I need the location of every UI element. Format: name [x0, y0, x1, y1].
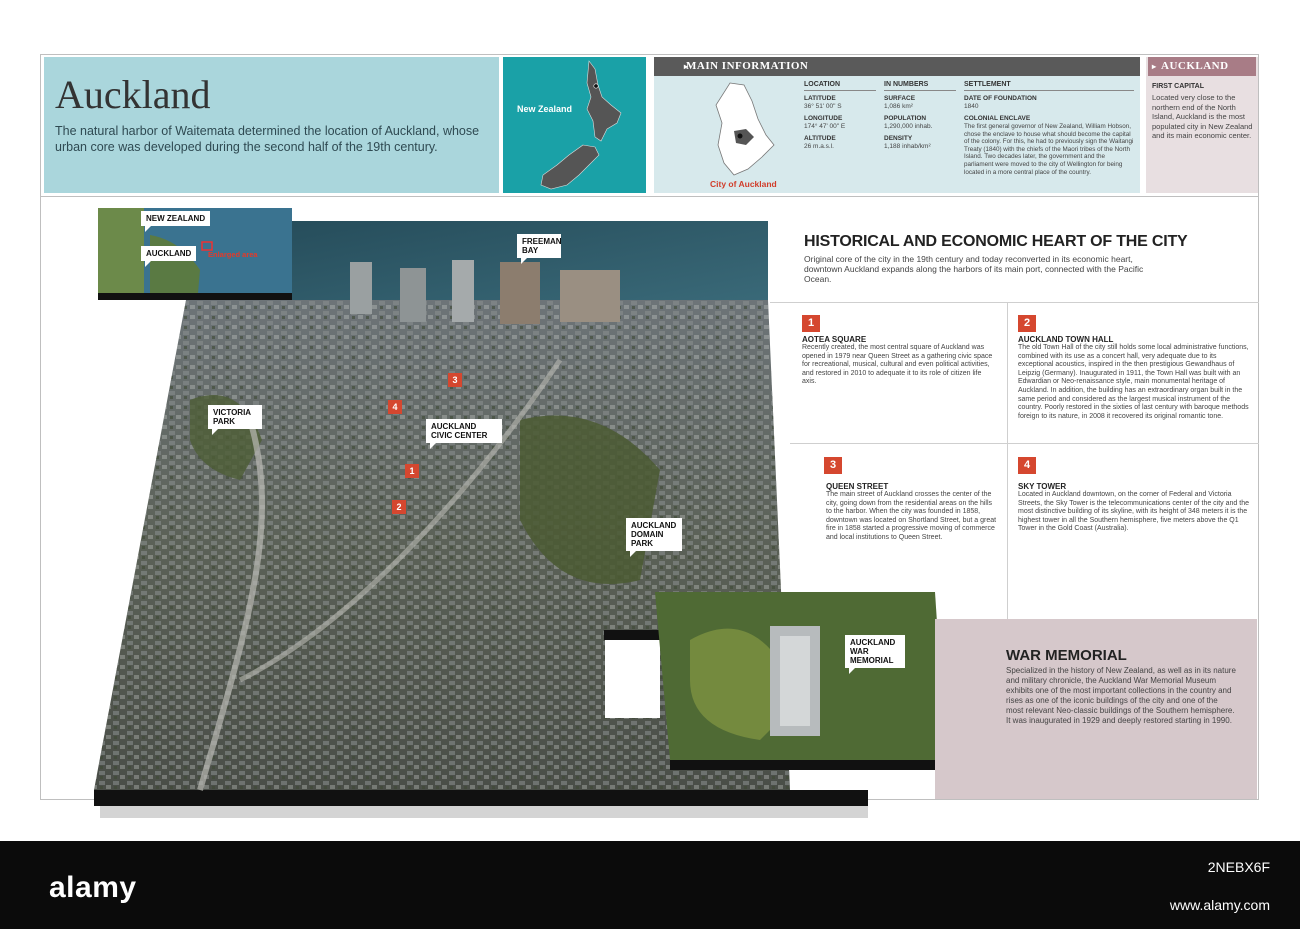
- map-label-civic-center: AUCKLAND CIVIC CENTER: [426, 419, 502, 443]
- watermark-bar: [0, 841, 1300, 929]
- enclave-label: COLONIAL ENCLAVE: [964, 115, 1031, 122]
- memorial-shadow-cut: [605, 632, 660, 718]
- enclave-text: The first general governor of New Zealand, William Hobson, chose the enclave to house what should become the capital of the colony. For this, he had to previously sign the Waitangi Treaty (1840) with the chiefs of the Maori tribes of the North Island. Two decades later, the government and the parliament were moved to the city of Wellington for being located in a more central place of the country.: [964, 123, 1134, 176]
- image-code: 2NEBX6F: [1207, 859, 1270, 875]
- map-marker-2: 2: [392, 500, 406, 514]
- item-title-town-hall: AUCKLAND TOWN HALL: [1018, 335, 1114, 344]
- item-number-1: 1: [802, 315, 820, 332]
- item-number-4: 4: [1018, 457, 1036, 474]
- map-marker-3: 3: [448, 373, 462, 387]
- memorial-building-roof: [780, 636, 810, 726]
- altitude-value: 26 m.a.s.l.: [804, 143, 834, 150]
- memorial-slab-edge: [604, 630, 660, 640]
- item-number-2: 2: [1018, 315, 1036, 332]
- item-title-aotea-square: AOTEA SQUARE: [802, 335, 867, 344]
- grid-divider: [770, 302, 1259, 303]
- surface-label: SURFACE: [884, 95, 916, 102]
- grid-divider: [790, 443, 1259, 444]
- map-label-victoria-park: VICTORIA PARK: [208, 405, 262, 429]
- war-memorial-text: Specialized in the history of New Zealand, as well as in its nature and military chronicle, the Auckland War Memorial Museum exhibits one of the most important collections in the country and rises as one of the iconic buildings of the city and one of the most relevant Neo-classic buildings of the Southern hemisphere. It was inaugurated in 1929 and deeply restored starting in 1990.: [1006, 666, 1236, 725]
- nz-map-label: New Zealand: [517, 104, 573, 114]
- memorial-inset-edge: [670, 760, 946, 770]
- item-title-queen-street: QUEEN STREET: [826, 482, 889, 491]
- item-text-town-hall: The old Town Hall of the city still holds some local administrative functions, combined with its use as a concert hall, very adequate due to its exceptional acoustics, inspired in the then prestigious Gewandhaus of Leipzig (Germany). Inaugurated in 1911, the Town Hall was built with an Edwardian or Neo-renaissance style, main monumental heritage of Auckland. In addition, the building has an extraordinary organ built in the same period and considered as the largest musical instrument of the country. Poorly restored in the sixties of last century with baroque methods foreign to its nature, in 2008 it recovered its original romantic tone.: [1018, 344, 1249, 420]
- altitude-label: ALTITUDE: [804, 135, 836, 142]
- map-label-enlarged-area: Enlarged area: [208, 250, 258, 259]
- map-label-auckland: AUCKLAND: [141, 246, 196, 261]
- item-text-aotea-square: Recently created, the most central square of Auckland was opened in 1979 near Queen Street as a gathering civic space for recreational, musical, cultural and even political activities, and restored in 2010 to adequate it to its role of citizen life axis.: [802, 344, 993, 386]
- city-of-auckland-label: City of Auckland: [710, 179, 777, 189]
- watermark-url: www.alamy.com: [1169, 897, 1270, 913]
- population-label: POPULATION: [884, 115, 927, 122]
- wharf: [350, 262, 372, 314]
- wharf: [500, 262, 540, 324]
- inset-land: [98, 208, 144, 293]
- map-slab-edge: [94, 790, 868, 806]
- auckland-bar: ▸ AUCKLAND: [1148, 57, 1256, 76]
- foundation-label: DATE OF FOUNDATION: [964, 95, 1037, 102]
- map-label-war-memorial: AUCKLAND WAR MEMORIAL: [845, 635, 905, 668]
- latitude-label: LATITUDE: [804, 95, 836, 102]
- first-capital-heading: FIRST CAPITAL: [1152, 83, 1204, 90]
- map-label-new-zealand: NEW ZEALAND: [141, 211, 210, 226]
- map-label-domain-park: AUCKLAND DOMAIN PARK: [626, 518, 682, 551]
- map-marker-1: 1: [405, 464, 419, 478]
- longitude-label: LONGITUDE: [804, 115, 843, 122]
- numbers-heading: IN NUMBERS: [884, 81, 956, 91]
- page-title: Auckland: [55, 72, 211, 117]
- map-marker-4: 4: [388, 400, 402, 414]
- alamy-logo: alamy: [49, 871, 137, 904]
- section-title: HISTORICAL AND ECONOMIC HEART OF THE CITY: [804, 233, 1188, 250]
- item-number-3: 3: [824, 457, 842, 474]
- section-text: Original core of the city in the 19th century and today reconverted in its economic heart, downtown Auckland expands along the harbors of its main port, connected with the Pacific Ocean.: [804, 254, 1144, 284]
- foundation-value: 1840: [964, 103, 979, 110]
- density-label: DENSITY: [884, 135, 913, 142]
- wharf: [400, 268, 426, 322]
- map-label-freeman-bay: FREEMAN BAY: [517, 234, 561, 258]
- location-heading: LOCATION: [804, 81, 876, 91]
- surface-value: 1,086 km²: [884, 103, 913, 110]
- wharf: [452, 260, 474, 322]
- wharf: [560, 270, 620, 322]
- first-capital-text: Located very close to the northern end of the North Island, Auckland is the most populated city in New Zealand and its main economic center.: [1152, 93, 1253, 140]
- density-value: 1,188 inhab/km²: [884, 143, 931, 150]
- war-memorial-title: WAR MEMORIAL: [1006, 647, 1127, 664]
- main-info-bar: ▸ MAIN INFORMATION: [654, 57, 1140, 76]
- item-text-sky-tower: Located in Auckland downtown, on the corner of Federal and Victoria Streets, the Sky Tower is the telecommunications center of the city and the most distinctive building of its skyline, with its height of 348 meters it is the highest tower in all the Southern hemisphere, five meters above the Q1 Tower in the Gold Coast (Australia).: [1018, 491, 1249, 533]
- item-text-queen-street: The main street of Auckland crosses the center of the city, going down from the residential areas on the hills to the harbor. When the city was founded in 1858, downtown was located on Shortland Street, but a great fire in 1858 started a progressive moving of commerce and local institutions to Queen Street.: [826, 491, 997, 541]
- inset-slab-edge: [98, 292, 292, 300]
- latitude-value: 36° 51' 00" S: [804, 103, 842, 110]
- map-shadow: [100, 804, 868, 818]
- population-value: 1,290,000 inhab.: [884, 123, 933, 130]
- grid-divider: [1007, 302, 1008, 619]
- item-title-sky-tower: SKY TOWER: [1018, 482, 1067, 491]
- settlement-heading: SETTLEMENT: [964, 81, 1134, 91]
- longitude-value: 174° 47' 00" E: [804, 123, 846, 130]
- intro-text: The natural harbor of Waitemata determined the location of Auckland, whose urban core was developed during the second half of the 19th century.: [55, 124, 480, 154]
